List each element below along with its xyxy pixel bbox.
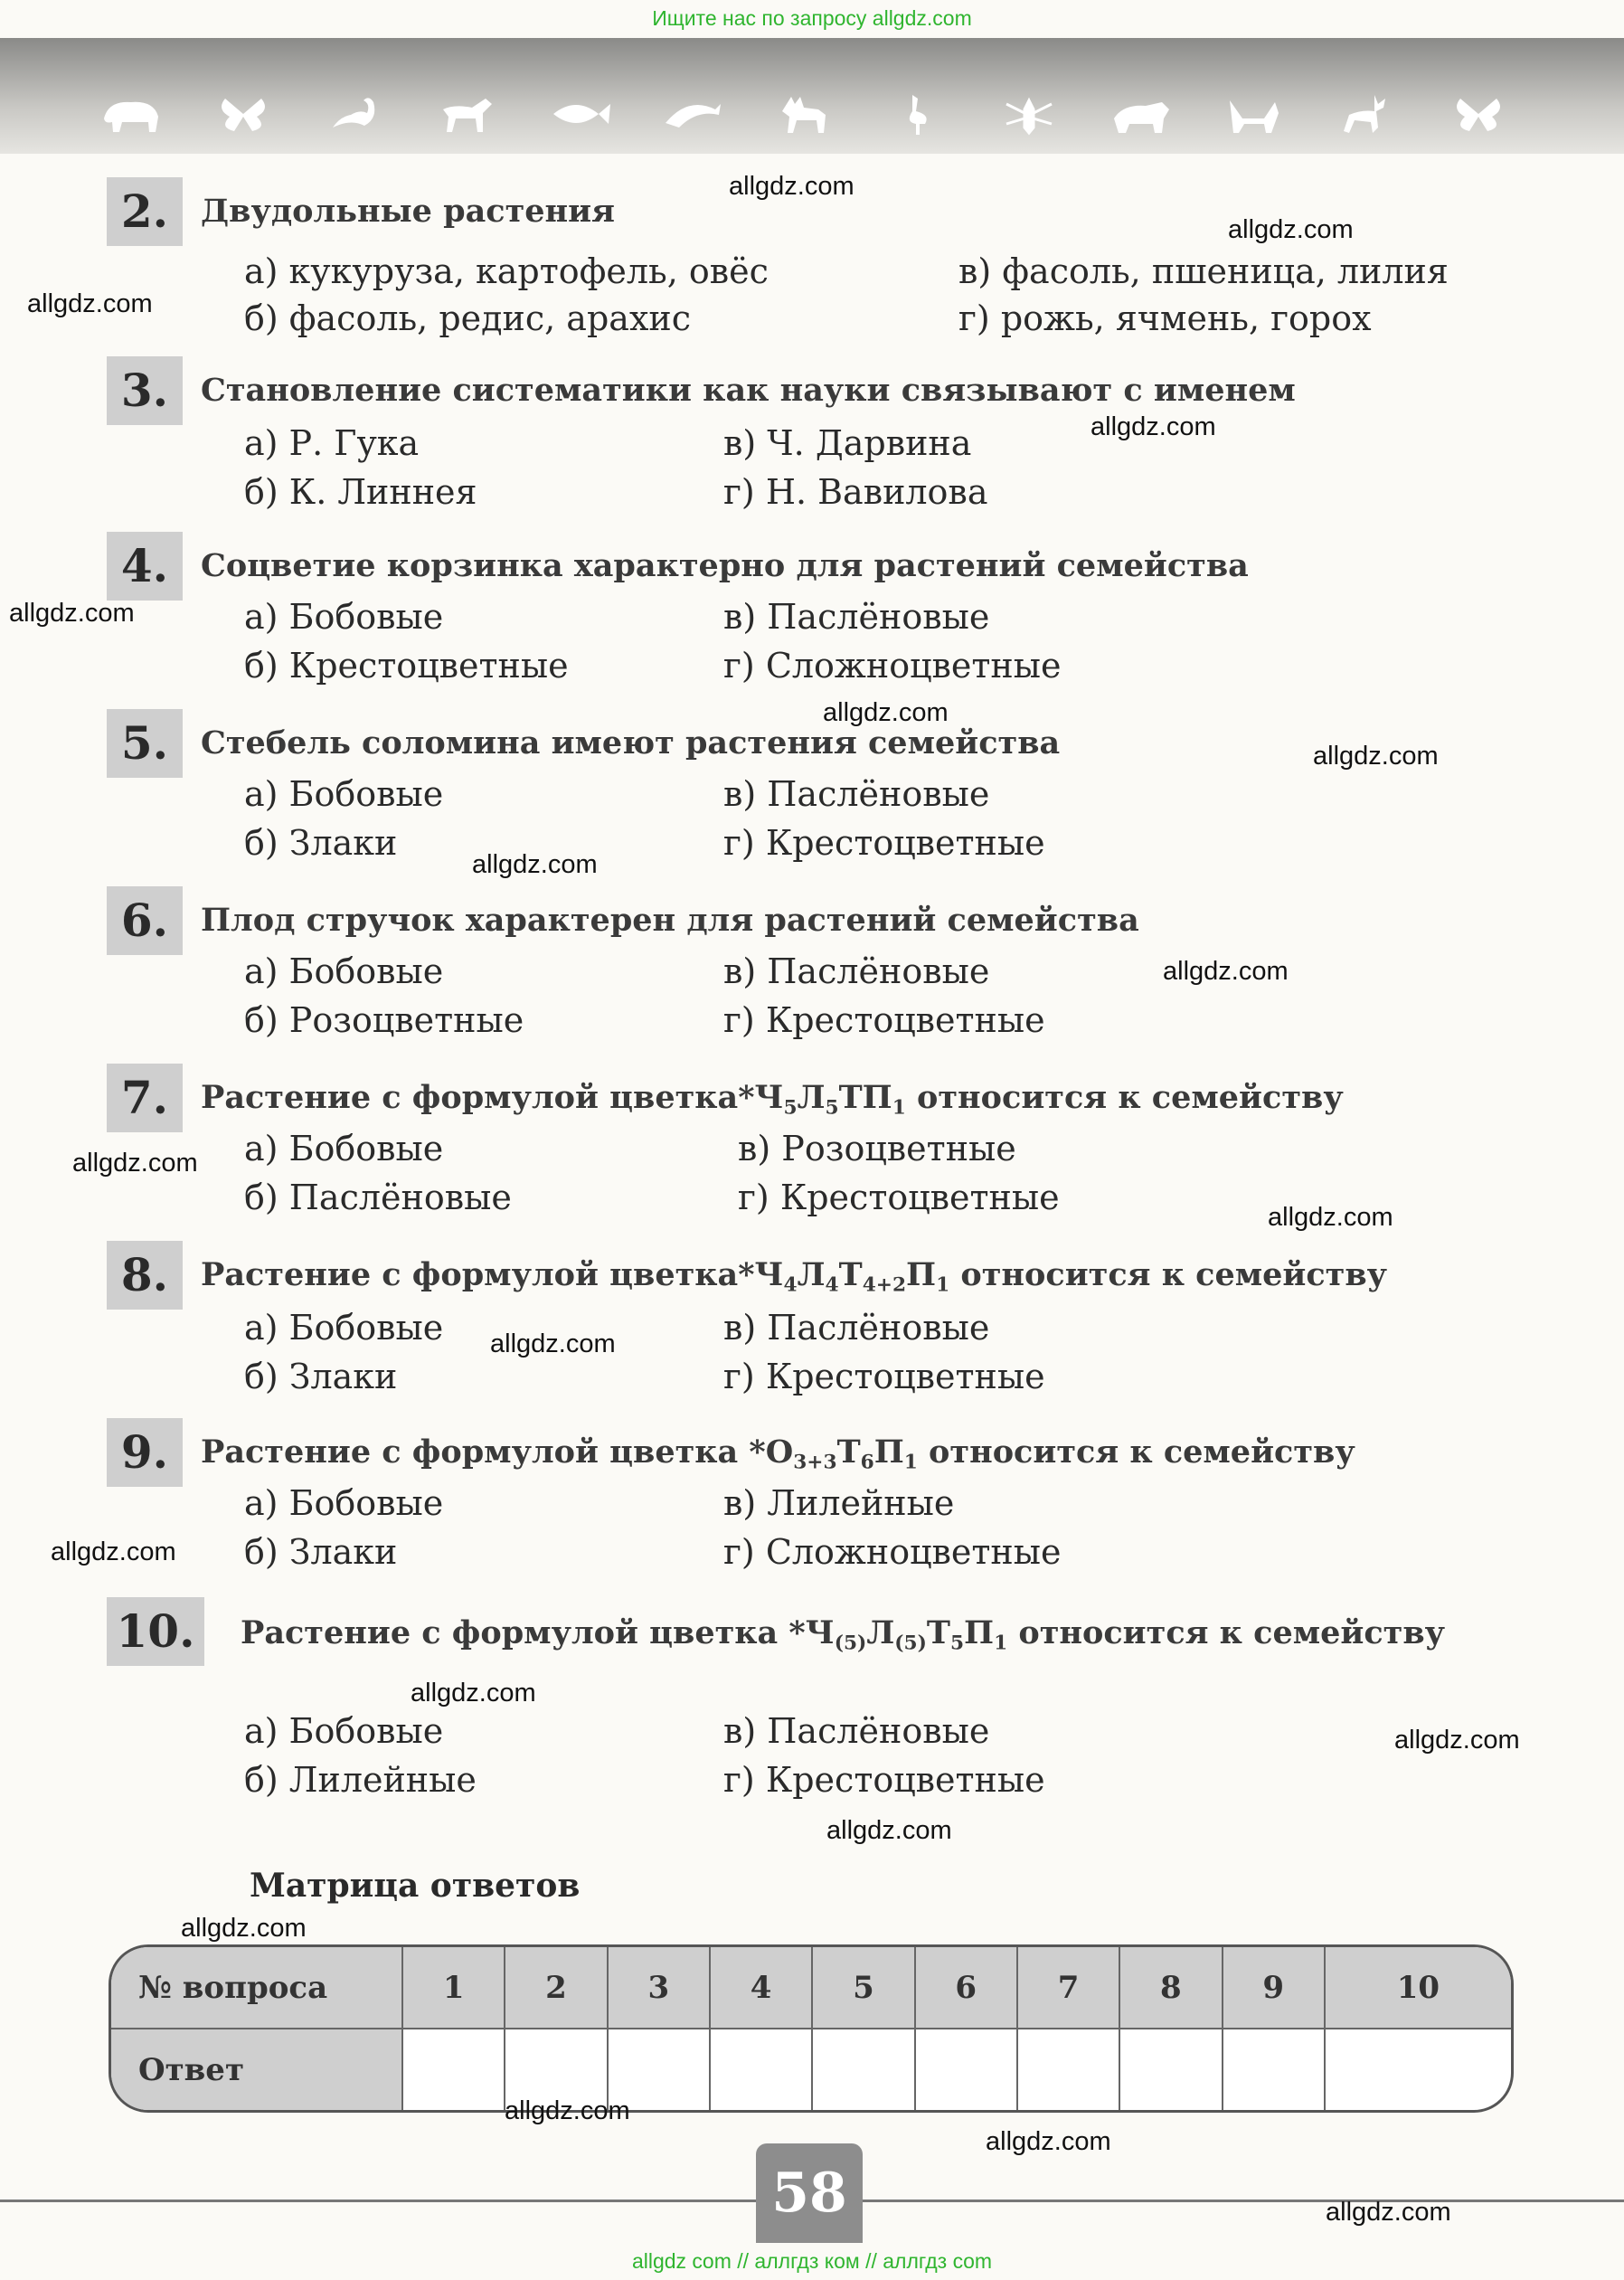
matrix-column-header: 3 xyxy=(608,1947,710,2029)
watermark: allgdz.com xyxy=(823,698,949,727)
option-a[interactable]: а) Бобовые xyxy=(244,774,444,814)
watermark: allgdz.com xyxy=(1228,215,1354,244)
option-v[interactable]: в) Розоцветные xyxy=(738,1129,1016,1168)
option-v[interactable]: в) Паслёновые xyxy=(723,774,990,814)
option-g[interactable]: г) Сложноцветные xyxy=(723,646,1062,686)
watermark: allgdz.com xyxy=(1268,1203,1393,1232)
question-7 xyxy=(107,1064,1517,1226)
answer-cell[interactable] xyxy=(915,2029,1017,2110)
question-text: Растение с формулой цветка $*Ч_{(5)}Л_{(5)}Т_5П_1$ относится к семейству xyxy=(241,1614,1446,1655)
horse-icon xyxy=(436,91,499,137)
matrix-column-header: 4 xyxy=(710,1947,812,2029)
option-v[interactable]: в) Паслёновые xyxy=(723,1711,990,1751)
question-9 xyxy=(107,1418,1517,1581)
option-a[interactable]: а) кукуруза, картофель, овёс xyxy=(244,251,769,291)
question-8 xyxy=(107,1241,1517,1404)
matrix-column-header: 7 xyxy=(1017,1947,1119,2029)
option-g[interactable]: г) Крестоцветные xyxy=(723,1760,1045,1800)
option-g[interactable]: г) рожь, ячмень, горох xyxy=(958,298,1372,338)
option-a[interactable]: а) Бобовые xyxy=(244,951,444,991)
watermark: allgdz.com xyxy=(411,1679,536,1708)
question-number: 2. xyxy=(107,177,183,246)
matrix-column-header: 10 xyxy=(1325,1947,1511,2029)
question-6 xyxy=(107,886,1517,1049)
dolphin-icon xyxy=(661,91,724,137)
matrix-column-header: 6 xyxy=(915,1947,1017,2029)
question-4 xyxy=(107,532,1517,695)
option-v[interactable]: в) фасоль, пшеница, лилия xyxy=(958,251,1449,291)
watermark: allgdz.com xyxy=(51,1537,176,1566)
watermark: allgdz.com xyxy=(181,1914,307,1943)
option-b[interactable]: б) Паслёновые xyxy=(244,1178,512,1217)
matrix-row-header: № вопроса xyxy=(111,1947,402,2029)
heron-icon xyxy=(885,91,949,137)
question-number: 10. xyxy=(107,1597,204,1666)
option-v[interactable]: в) Паслёновые xyxy=(723,597,990,637)
matrix-column-header: 1 xyxy=(402,1947,505,2029)
question-10 xyxy=(107,1597,1517,1814)
scorpion-icon xyxy=(324,91,387,137)
option-g[interactable]: г) Крестоцветные xyxy=(738,1178,1060,1217)
watermark: allgdz.com xyxy=(27,289,153,318)
option-v[interactable]: в) Паслёновые xyxy=(723,951,990,991)
option-g[interactable]: г) Крестоцветные xyxy=(723,823,1045,863)
top-search-banner[interactable]: Ищите нас по запросу allgdz.com xyxy=(652,6,972,30)
option-b[interactable]: б) К. Линнея xyxy=(244,472,477,512)
question-number: 3. xyxy=(107,356,183,425)
butterfly-icon xyxy=(212,91,275,137)
option-b[interactable]: б) Лилейные xyxy=(244,1760,477,1800)
watermark: allgdz.com xyxy=(1313,742,1439,771)
bottom-link-banner[interactable]: allgdz com // аллгдз ком // аллгдз com xyxy=(631,2249,993,2273)
rhino-icon xyxy=(1109,91,1173,137)
option-a[interactable]: а) Бобовые xyxy=(244,1483,444,1523)
answer-cell[interactable] xyxy=(402,2029,505,2110)
question-5 xyxy=(107,709,1517,872)
answer-cell[interactable] xyxy=(1017,2029,1119,2110)
watermark: allgdz.com xyxy=(729,172,854,201)
question-text: Растение с формулой $цветка*Ч_5Л_5ТП_1$ относится к семейству xyxy=(201,1079,1344,1120)
option-b[interactable]: б) Розоцветные xyxy=(244,1000,524,1040)
option-a[interactable]: а) Бобовые xyxy=(244,1129,444,1168)
watermark: allgdz.com xyxy=(505,2096,630,2125)
option-g[interactable]: г) Н. Вавилова xyxy=(723,472,988,512)
deer-icon xyxy=(1335,91,1398,137)
question-text: Двудольные растения xyxy=(201,193,615,230)
answer-cell[interactable] xyxy=(812,2029,914,2110)
option-b[interactable]: б) фасоль, редис, арахис xyxy=(244,298,691,338)
option-g[interactable]: г) Крестоцветные xyxy=(723,1000,1045,1040)
option-b[interactable]: б) Злаки xyxy=(244,1357,398,1396)
option-a[interactable]: а) Бобовые xyxy=(244,1308,444,1348)
watermark: allgdz.com xyxy=(72,1149,198,1178)
watermark: allgdz.com xyxy=(490,1329,616,1358)
bison-icon xyxy=(99,91,163,137)
option-a[interactable]: а) Бобовые xyxy=(244,597,444,637)
question-text: Растение с формулой $цветка*Ч_4Л_4Т_{4+2}П_1$ относится к семейству xyxy=(201,1256,1388,1297)
option-v[interactable]: в) Лилейные xyxy=(723,1483,955,1523)
answer-matrix xyxy=(109,1944,1514,2113)
fish-icon xyxy=(549,91,612,137)
fox-icon xyxy=(1223,91,1286,137)
matrix-row-header: Ответ xyxy=(111,2029,402,2110)
option-a[interactable]: а) Бобовые xyxy=(244,1711,444,1751)
watermark: allgdz.com xyxy=(986,2127,1111,2156)
matrix-column-header: 5 xyxy=(812,1947,914,2029)
question-text: Соцветие корзинка характерно для растений семейства xyxy=(201,547,1249,584)
question-number: 7. xyxy=(107,1064,183,1132)
watermark: allgdz.com xyxy=(1394,1726,1520,1755)
question-text: Стебель соломина имеют растения семейства xyxy=(201,724,1061,762)
option-g[interactable]: г) Крестоцветные xyxy=(723,1357,1045,1396)
butterfly-icon xyxy=(1447,91,1510,137)
moose-icon xyxy=(773,91,836,137)
question-number: 9. xyxy=(107,1418,183,1487)
question-number: 4. xyxy=(107,532,183,601)
watermark: allgdz.com xyxy=(1326,2198,1451,2227)
question-text: Становление систематики как науки связывают с именем xyxy=(201,372,1296,409)
answer-cell[interactable] xyxy=(710,2029,812,2110)
option-v[interactable]: в) Паслёновые xyxy=(723,1308,990,1348)
matrix-column-header: 9 xyxy=(1223,1947,1325,2029)
answer-cell[interactable] xyxy=(1119,2029,1222,2110)
page-number: 58 xyxy=(756,2143,863,2243)
question-text: Плод стручок характерен для растений семейства xyxy=(201,902,1139,939)
option-b[interactable]: б) Крестоцветные xyxy=(244,646,569,686)
question-3 xyxy=(107,356,1517,519)
option-v[interactable]: в) Ч. Дарвина xyxy=(723,423,972,463)
question-number: 8. xyxy=(107,1241,183,1310)
answer-cell[interactable] xyxy=(1325,2029,1511,2110)
question-text: Растение с формулой цветка $*О_{3+3}Т_6П_1$ относится к семейству xyxy=(201,1433,1355,1474)
option-g[interactable]: г) Сложноцветные xyxy=(723,1532,1062,1572)
question-2 xyxy=(107,177,1517,340)
watermark: allgdz.com xyxy=(9,599,135,628)
question-number: 5. xyxy=(107,709,183,778)
question-number: 6. xyxy=(107,886,183,955)
watermark: allgdz.com xyxy=(1091,412,1216,441)
animal-silhouette-row xyxy=(99,87,1510,141)
watermark: allgdz.com xyxy=(826,1816,952,1845)
option-b[interactable]: б) Злаки xyxy=(244,823,398,863)
matrix-column-header: 2 xyxy=(505,1947,607,2029)
watermark: allgdz.com xyxy=(472,850,598,879)
insect-icon xyxy=(997,91,1061,137)
matrix-title: Матрица ответов xyxy=(250,1867,581,1905)
option-b[interactable]: б) Злаки xyxy=(244,1532,398,1572)
watermark: allgdz.com xyxy=(1163,957,1289,986)
option-a[interactable]: а) Р. Гука xyxy=(244,423,420,463)
matrix-column-header: 8 xyxy=(1119,1947,1222,2029)
answer-cell[interactable] xyxy=(1223,2029,1325,2110)
